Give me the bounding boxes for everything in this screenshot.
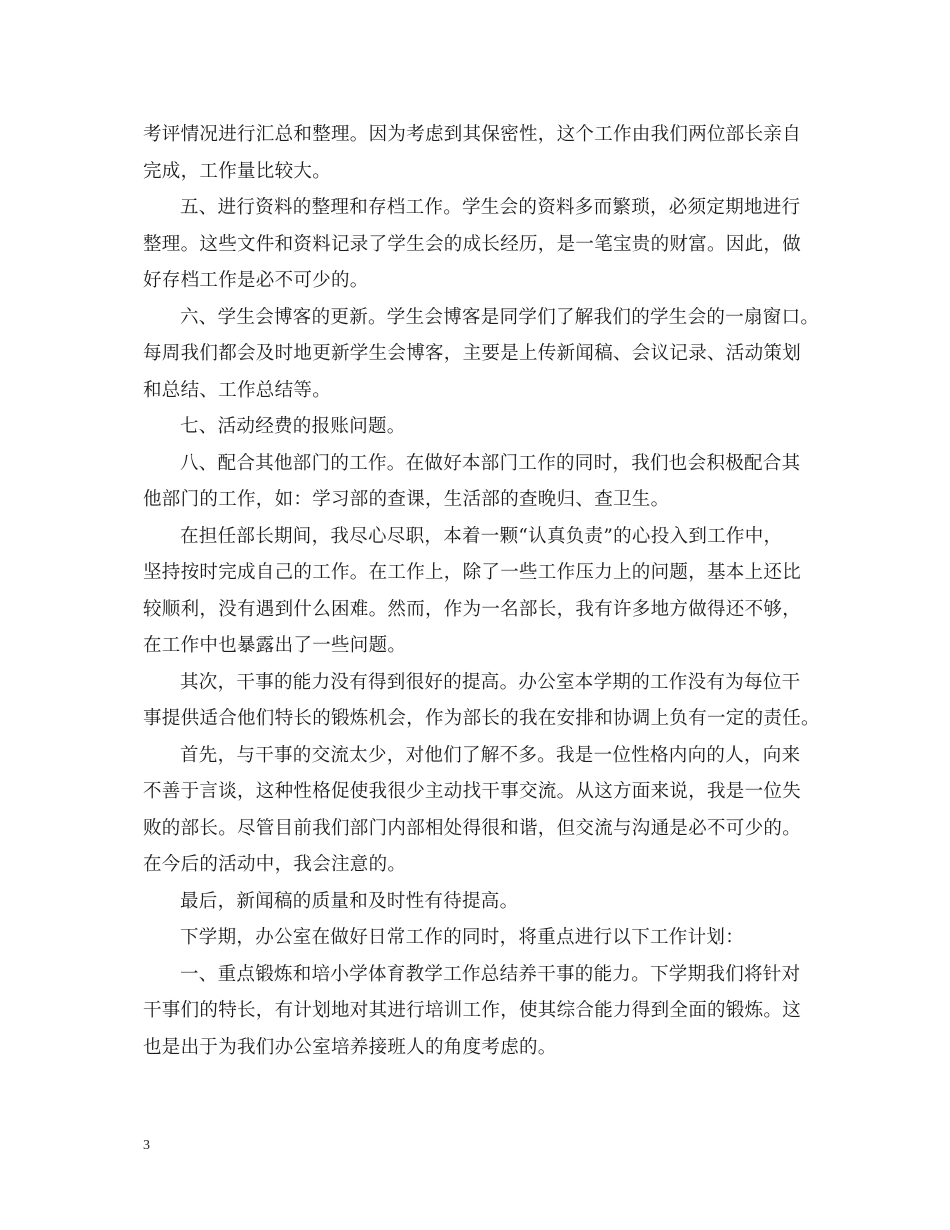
text-line: 整理。这些文件和资料记录了学生会的成长经历，是一笔宝贵的财富。因此，做 xyxy=(143,233,802,255)
text-line: 事提供适合他们特长的锻炼机会，作为部长的我在安排和协调上负有一定的责任。 xyxy=(143,708,820,729)
text-line: 七、活动经费的报账问题。 xyxy=(180,416,406,437)
text-line: 坚持按时完成自己的工作。在工作上，除了一些工作压力上的问题，基本上还比 xyxy=(143,562,802,583)
text-line: 较顺利，没有遇到什么困难。然而，作为一名部长，我有许多地方做得还不够， xyxy=(143,598,802,620)
text-line: 其次，干事的能力没有得到很好的提高。办公室本学期的工作没有为每位干 xyxy=(180,671,801,693)
text-line: 一、重点锻炼和培小学体育教学工作总结养干事的能力。下学期我们将针对 xyxy=(180,963,801,985)
text-line: 在今后的活动中，我会注意的。 xyxy=(143,854,407,875)
document-body xyxy=(143,117,820,1066)
text-line: 考评情况进行汇总和整理。因为考虑到其保密性，这个工作由我们两位部长亲自 xyxy=(143,124,802,145)
text-line: 败的部长。尽管目前我们部门内部相处得很和谐，但交流与沟通是必不可少的。 xyxy=(143,817,802,839)
text-line: 五、进行资料的整理和存档工作。学生会的资料多而繁琐，必须定期地进行 xyxy=(180,197,801,218)
text-line: 在工作中也暴露出了一些问题。 xyxy=(143,635,407,656)
text-line: 六、学生会博客的更新。学生会博客是同学们了解我们的学生会的一扇窗口。 xyxy=(180,306,820,328)
text-line: 他部门的工作，如：学习部的查课，生活部的查晚归、查卫生。 xyxy=(143,489,670,510)
text-line: 最后，新闻稿的质量和及时性有待提高。 xyxy=(180,890,519,912)
text-line: 下学期，办公室在做好日常工作的同时，将重点进行以下工作计划： xyxy=(180,927,745,948)
text-line: 和总结、工作总结等。 xyxy=(143,379,332,401)
text-line: 首先，与干事的交流太少，对他们了解不多。我是一位性格内向的人，向来 xyxy=(180,744,801,766)
text-line: 不善于言谈，这种性格促使我很少主动找干事交流。从这方面来说，我是一位失 xyxy=(143,781,802,802)
text-line: 完成，工作量比较大。 xyxy=(143,160,332,182)
text-line: 干事们的特长，有计划地对其进行培训工作，使其综合能力得到全面的锻炼。这 xyxy=(143,1000,802,1021)
text-line: 八、配合其他部门的工作。在做好本部门工作的同时，我们也会积极配合其 xyxy=(180,452,801,474)
text-line: 好存档工作是必不可少的。 xyxy=(143,270,369,291)
text-line: 每周我们都会及时地更新学生会博客，主要是上传新闻稿、会议记录、活动策划 xyxy=(143,343,802,364)
page-number: 3 xyxy=(143,1138,150,1153)
text-line: 也是出于为我们办公室培养接班人的角度考虑的。 xyxy=(143,1036,557,1058)
text-line: 在担任部长期间，我尽心尽职，本着一颗“认真负责”的心投入到工作中， xyxy=(180,525,783,547)
